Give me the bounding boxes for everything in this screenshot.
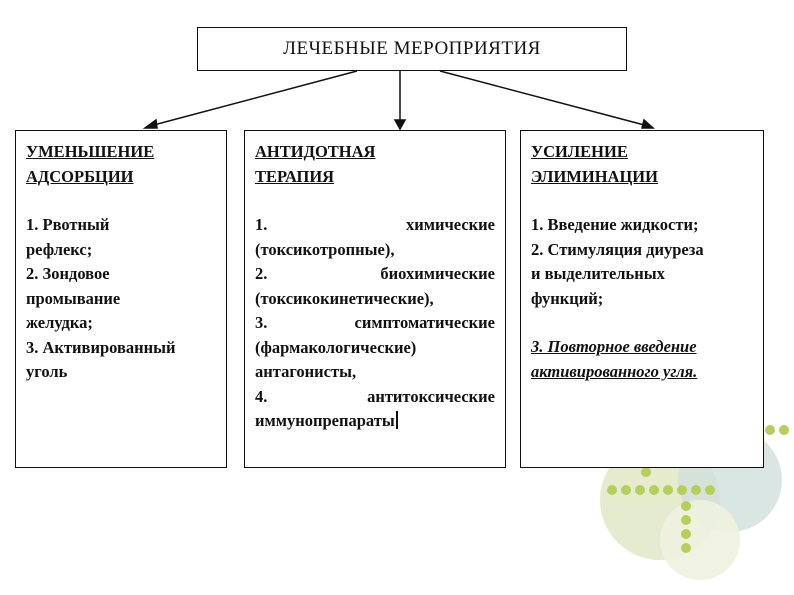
list-item: 2. биохимические (токсикокинетические),: [255, 264, 495, 308]
list-item: рефлекс;: [26, 239, 93, 259]
heading-line: УМЕНЬШЕНИЕ: [26, 142, 155, 161]
list-item-italic: активированного угля.: [531, 361, 698, 381]
heading-line: АДСОРБЦИИ: [26, 167, 134, 186]
heading-line: ТЕРАПИЯ: [255, 167, 335, 186]
list-item: 3. симптоматические (фармакологические) антагонисты,: [255, 313, 495, 381]
list-item: 1. химические (токсикотропные),: [255, 215, 495, 259]
arrow-left: [150, 71, 357, 126]
text-cursor: [396, 411, 398, 429]
list-item: желудка;: [26, 313, 93, 332]
list-item: уголь: [26, 362, 68, 381]
list-item: 2. Зондовое: [26, 264, 110, 283]
decor-circle-pale: [660, 500, 740, 580]
arrow-right: [440, 71, 648, 126]
list-item: функций;: [531, 288, 604, 308]
title-box: [197, 27, 627, 71]
heading-line: АНТИДОТНАЯ: [255, 142, 376, 161]
arrow-left-head: [145, 120, 157, 128]
column-heading: [531, 139, 753, 189]
heading-line: УСИЛЕНИЕ: [531, 142, 628, 161]
column-heading: [255, 139, 495, 189]
list-item: 1. Рвотный: [26, 215, 110, 234]
heading-line: ЭЛИМИНАЦИИ: [531, 167, 658, 186]
column-reduce-absorption: [15, 130, 227, 468]
diagram-title: ЛЕЧЕБНЫЕ МЕРОПРИЯТИЯ: [283, 38, 541, 59]
list-item: 4. антитоксические иммунопрепараты: [255, 386, 495, 430]
list-item-italic: 3. Повторное введение: [531, 337, 697, 356]
arrow-center-head: [395, 120, 405, 129]
arrow-right-head: [642, 120, 653, 128]
list-item: 3. Активированный: [26, 337, 176, 357]
list-item: промывание: [26, 288, 121, 308]
column-enhance-elimination: [520, 130, 764, 468]
list-item: 1. Введение жидкости;: [531, 215, 699, 234]
column-heading: [26, 139, 216, 189]
list-item: 2. Стимуляция диуреза: [531, 239, 704, 259]
list-item: и выделительных: [531, 264, 665, 283]
column-antidote-therapy: [244, 130, 506, 468]
